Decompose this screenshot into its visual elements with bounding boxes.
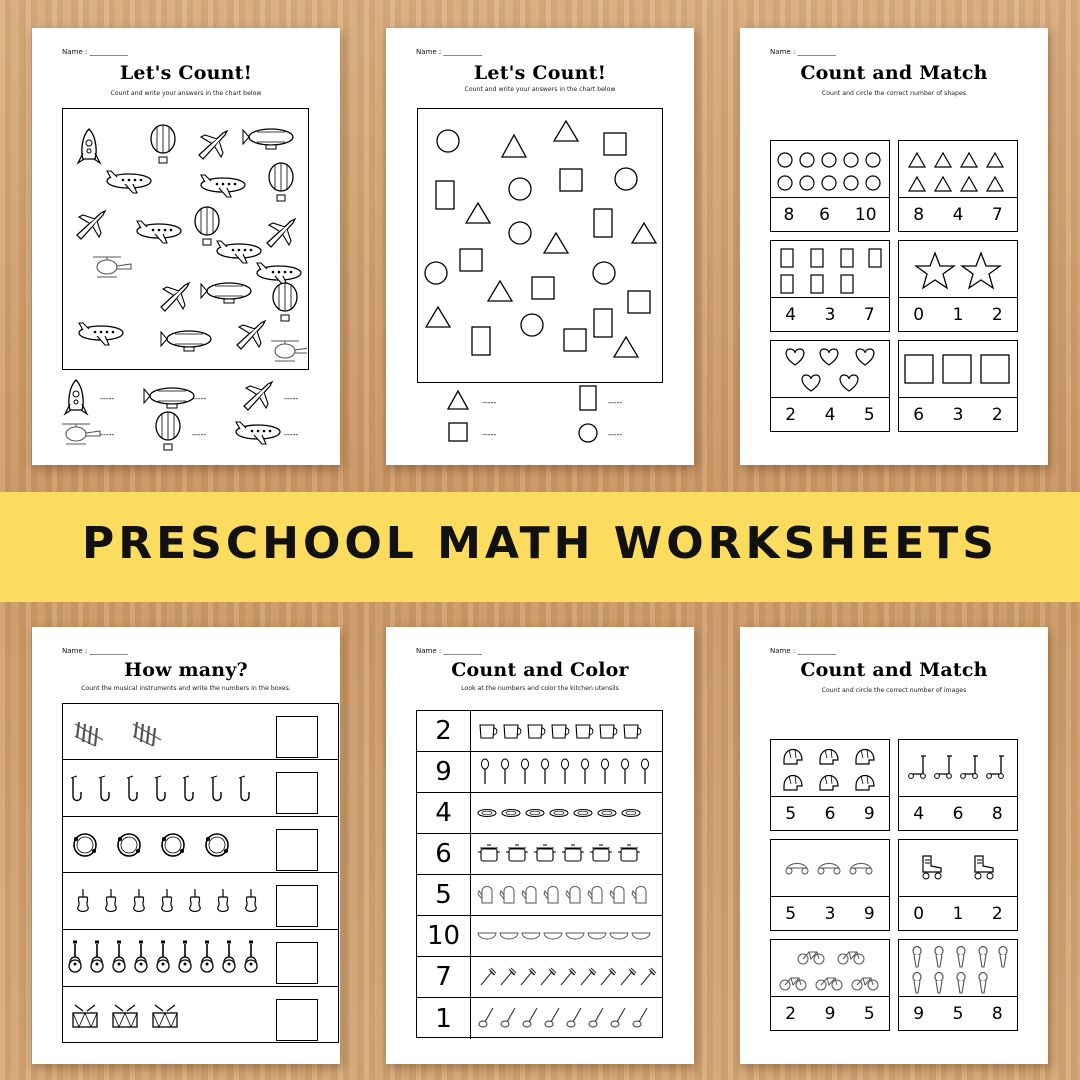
choice-number[interactable]: 8 — [913, 204, 925, 225]
choice-number[interactable]: 9 — [863, 903, 875, 924]
target-number: 9 — [417, 752, 471, 792]
choice-number[interactable]: 5 — [863, 404, 875, 425]
drum-icons — [63, 987, 263, 1044]
worksheet-how-many — [32, 627, 340, 1064]
count-box-rectangles — [770, 240, 890, 332]
choice-number[interactable]: 2 — [785, 404, 797, 425]
shapes-picture-frame — [417, 108, 663, 383]
answer-blank[interactable]: ----- — [608, 398, 623, 407]
helmet-icons — [771, 740, 888, 798]
worksheet-title: Count and Match — [800, 62, 988, 84]
choice-number[interactable]: 7 — [991, 204, 1003, 225]
saxophone-icons — [63, 760, 263, 817]
choice-number[interactable]: 5 — [863, 1003, 875, 1024]
oven-mitt-icons[interactable] — [473, 875, 661, 916]
guitar-icons — [63, 930, 263, 987]
count-box-bicycles — [770, 939, 890, 1031]
answer-box[interactable] — [276, 942, 318, 984]
answer-key-shapes — [446, 383, 646, 463]
name-label: Name : ___________ — [416, 48, 482, 56]
choice-number[interactable]: 6 — [913, 404, 925, 425]
plate-icons[interactable] — [473, 793, 661, 834]
choice-number[interactable]: 2 — [991, 304, 1003, 325]
squares-group — [899, 341, 1016, 399]
count-box-stars — [898, 240, 1018, 332]
choice-number[interactable]: 8 — [783, 204, 795, 225]
row-violins — [63, 873, 338, 930]
name-label: Name : ___________ — [416, 647, 482, 655]
choice-number[interactable]: 3 — [952, 404, 964, 425]
answer-blank[interactable]: ----- — [192, 394, 207, 403]
row-mitts — [417, 875, 662, 916]
row-forks — [417, 957, 662, 998]
row-xylophones — [63, 704, 338, 760]
worksheet-subtitle: Count and circle the correct number of images — [821, 687, 967, 694]
utensils-table — [416, 710, 663, 1038]
choice-number[interactable]: 5 — [785, 803, 797, 824]
name-label: Name : ___________ — [770, 647, 836, 655]
row-saxophones — [63, 760, 338, 817]
worksheet-subtitle: Count and write your answers in the chart below — [464, 86, 616, 93]
worksheet-lets-count-shapes — [386, 28, 694, 465]
name-label: Name : ___________ — [62, 48, 128, 56]
row-cups — [417, 711, 662, 752]
count-box-triangles — [898, 140, 1018, 232]
choice-number[interactable]: 5 — [785, 903, 797, 924]
worksheet-title: Count and Color — [451, 659, 629, 681]
worksheet-count-and-match-shapes — [740, 28, 1048, 465]
answer-box[interactable] — [276, 999, 318, 1041]
count-box-roller-skates — [898, 839, 1018, 931]
row-spoons — [417, 752, 662, 793]
bowl-icons[interactable] — [473, 916, 661, 957]
answer-box[interactable] — [276, 716, 318, 758]
row-drums — [63, 987, 338, 1044]
choice-number[interactable]: 4 — [785, 304, 797, 325]
choice-number[interactable]: 4 — [913, 803, 925, 824]
row-pots — [417, 834, 662, 875]
count-box-hearts — [770, 340, 890, 432]
row-tambourines — [63, 817, 338, 873]
scooter-icons — [899, 740, 1016, 798]
answer-blank[interactable]: ----- — [608, 430, 623, 439]
choice-number[interactable]: 8 — [991, 1003, 1003, 1024]
violin-icons — [63, 873, 263, 930]
choice-number[interactable]: 0 — [913, 304, 925, 325]
worksheet-count-and-color — [386, 627, 694, 1064]
answer-blank[interactable]: ----- — [100, 430, 115, 439]
answer-key-icons — [62, 376, 312, 456]
target-number: 10 — [417, 916, 471, 956]
choice-number[interactable]: 2 — [785, 1003, 797, 1024]
count-box-motorbikes — [770, 839, 890, 931]
choice-number[interactable]: 10 — [854, 204, 877, 225]
bicycle-icons — [771, 940, 888, 998]
choice-number[interactable]: 6 — [819, 204, 830, 225]
worksheet-title: How many? — [124, 659, 248, 681]
choice-number[interactable]: 0 — [913, 903, 925, 924]
ladle-icons[interactable] — [473, 998, 661, 1039]
worksheet-count-and-match-images — [740, 627, 1048, 1064]
rectangles-group — [771, 241, 888, 299]
target-number: 4 — [417, 793, 471, 833]
spoon-icons[interactable] — [473, 752, 661, 793]
microphone-icons — [899, 940, 1016, 998]
choice-number[interactable]: 1 — [952, 304, 964, 325]
vehicles-illustration — [63, 109, 307, 368]
choice-number[interactable]: 6 — [952, 803, 964, 824]
answer-blank[interactable]: ----- — [100, 394, 115, 403]
choice-number[interactable]: 1 — [952, 903, 964, 924]
choice-number[interactable]: 4 — [952, 204, 964, 225]
choice-number[interactable]: 4 — [824, 404, 836, 425]
answer-blank[interactable]: ----- — [284, 394, 299, 403]
triangles-group — [899, 141, 1016, 199]
worksheet-title: Let's Count! — [473, 62, 607, 84]
tambourine-icons — [63, 817, 263, 873]
hearts-group — [771, 341, 888, 399]
choice-number[interactable]: 8 — [991, 803, 1003, 824]
roller-skate-icons — [899, 840, 1016, 898]
answer-blank[interactable]: ----- — [192, 430, 207, 439]
answer-box[interactable] — [276, 885, 318, 927]
target-number: 7 — [417, 957, 471, 997]
instruments-table — [62, 703, 339, 1043]
motorbike-icons — [771, 840, 888, 898]
choice-number[interactable]: 9 — [863, 803, 875, 824]
choice-number[interactable]: 3 — [824, 903, 836, 924]
target-number: 1 — [417, 998, 471, 1039]
worksheet-subtitle: Count and write your answers in the chart below — [110, 90, 262, 97]
row-bowls — [417, 916, 662, 957]
count-box-helmets — [770, 739, 890, 831]
stars-group — [899, 241, 1016, 299]
count-box-squares — [898, 340, 1018, 432]
cup-icons[interactable] — [473, 711, 661, 752]
target-number: 2 — [417, 711, 471, 751]
target-number: 6 — [417, 834, 471, 874]
answer-blank[interactable]: ----- — [482, 398, 497, 407]
name-label: Name : ___________ — [770, 48, 836, 56]
choice-number[interactable]: 9 — [824, 1003, 836, 1024]
row-guitars — [63, 930, 338, 987]
worksheet-title: Let's Count! — [119, 62, 253, 84]
answer-blank[interactable]: ----- — [482, 430, 497, 439]
row-plates — [417, 793, 662, 834]
count-box-scooters — [898, 739, 1018, 831]
worksheet-lets-count-vehicles — [32, 28, 340, 465]
vehicle-picture-frame — [62, 108, 309, 370]
answer-box[interactable] — [276, 772, 318, 814]
choice-number[interactable]: 5 — [952, 1003, 964, 1024]
fork-icons[interactable] — [473, 957, 661, 998]
answer-box[interactable] — [276, 829, 318, 871]
xylophone-icons — [63, 704, 263, 760]
choice-number[interactable]: 2 — [991, 404, 1003, 425]
choice-number[interactable]: 6 — [824, 803, 836, 824]
worksheet-subtitle: Count the musical instruments and write the numbers in the boxes. — [81, 685, 291, 692]
count-box-microphones — [898, 939, 1018, 1031]
worksheet-subtitle: Look at the numbers and color the kitchen utensils — [461, 685, 619, 692]
choice-number[interactable]: 2 — [991, 903, 1003, 924]
circles-group — [771, 141, 888, 199]
shapes-illustration — [418, 109, 661, 381]
choice-number[interactable]: 9 — [913, 1003, 925, 1024]
choice-number[interactable]: 3 — [824, 304, 836, 325]
answer-blank[interactable]: ----- — [284, 430, 299, 439]
title-banner — [0, 492, 1080, 602]
pot-icons[interactable] — [473, 834, 661, 875]
worksheet-title: Count and Match — [800, 659, 988, 681]
banner-title: PRESCHOOL MATH WORKSHEETS — [82, 518, 998, 569]
row-ladles — [417, 998, 662, 1039]
count-box-circles — [770, 140, 890, 232]
choice-number[interactable]: 7 — [863, 304, 875, 325]
name-label: Name : ___________ — [62, 647, 128, 655]
target-number: 5 — [417, 875, 471, 915]
worksheet-subtitle: Count and circle the correct number of shapes — [821, 90, 967, 97]
